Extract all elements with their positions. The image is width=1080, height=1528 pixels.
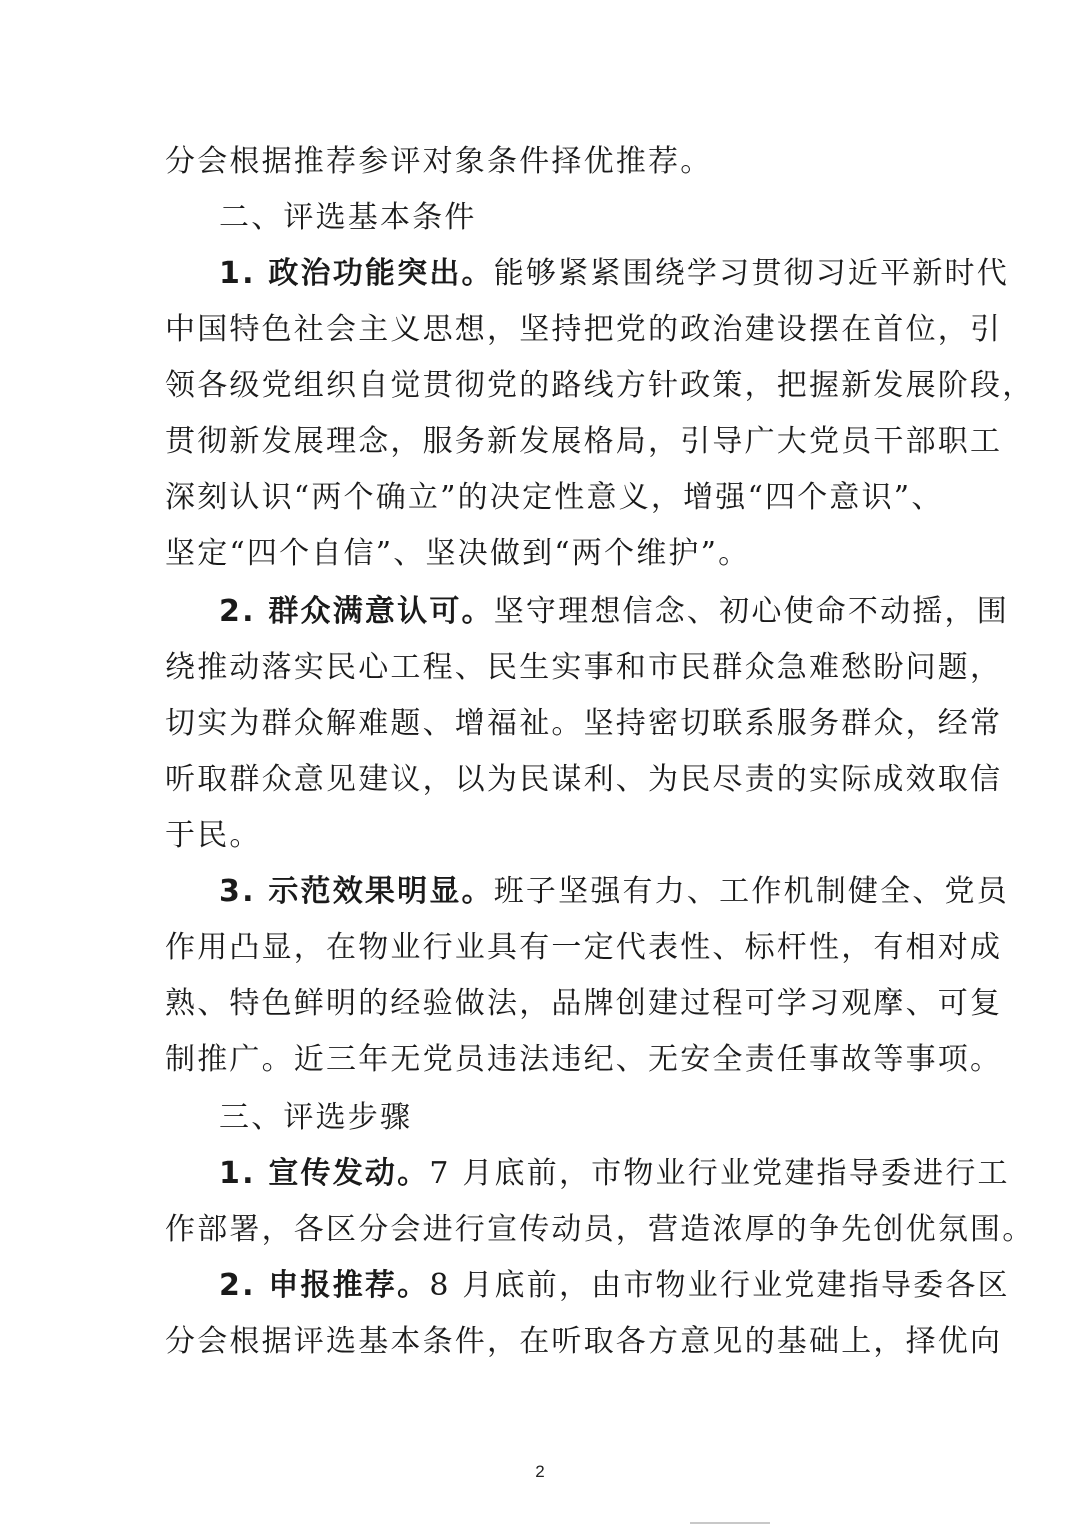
paragraph-line: 作部署，各区分会进行宣传动员，营造浓厚的争先创优氛围。: [165, 1212, 1035, 1247]
item-heading: 1. 宣传发动。: [219, 1156, 430, 1191]
paragraph-line: 中国特色社会主义思想，坚持把党的政治建设摆在首位，引: [165, 312, 1003, 347]
paragraph-line: [219, 592, 1009, 632]
item-text: 班子坚强有力、工作机制健全、党员: [493, 874, 1009, 909]
paragraph-line: 分会根据评选基本条件，在听取各方意见的基础上，择优向: [165, 1324, 1003, 1359]
paragraph-line: 切实为群众解难题、增福祉。坚持密切联系服务群众，经常: [165, 706, 1003, 741]
item-heading: 1. 政治功能突出。: [219, 256, 494, 291]
paragraph-line: [219, 872, 1009, 912]
paragraph-line: 作用凸显，在物业行业具有一定代表性、标杆性，有相对成: [165, 930, 1003, 965]
paragraph-line: [219, 1266, 1010, 1306]
paragraph-line: 熟、特色鲜明的经验做法，品牌创建过程可学习观摩、可复: [165, 986, 1003, 1021]
item-text: 能够紧紧围绕学习贯彻习近平新时代: [493, 256, 1009, 291]
paragraph-line: 坚定“四个自信”、坚决做到“两个维护”。: [165, 536, 751, 571]
paragraph-line: 于民。: [165, 818, 262, 853]
paragraph-line: 贯彻新发展理念，服务新发展格局，引导广大党员干部职工: [165, 424, 1003, 459]
paragraph-line: [219, 254, 1009, 294]
item-text: 8 月底前，由市物业行业党建指导委各区: [429, 1268, 1010, 1303]
item-heading: 2. 申报推荐。: [219, 1268, 430, 1303]
paragraph-line: 制推广。近三年无党员违法违纪、无安全责任事故等事项。: [165, 1042, 1003, 1077]
paragraph-line: 深刻认识“两个确立”的决定性意义，增强“四个意识”、: [165, 480, 944, 515]
paragraph-line: 听取群众意见建议，以为民谋利、为民尽责的实际成效取信: [165, 762, 1003, 797]
item-heading: 3. 示范效果明显。: [219, 874, 494, 909]
paragraph-line: 领各级党组织自觉贯彻党的路线方针政策，把握新发展阶段，: [165, 368, 1035, 403]
section-heading-basic-conditions: 二、评选基本条件: [219, 200, 477, 235]
section-heading-selection-steps: 三、评选步骤: [219, 1100, 413, 1135]
page-number: 2: [535, 1462, 545, 1481]
scan-edge-mark: [690, 1522, 770, 1524]
paragraph-line: 分会根据推荐参评对象条件择优推荐。: [165, 144, 713, 179]
item-heading: 2. 群众满意认可。: [219, 594, 494, 629]
paragraph-line: 绕推动落实民心工程、民生实事和市民群众急难愁盼问题，: [165, 650, 1003, 685]
paragraph-line: [219, 1154, 1010, 1194]
item-text: 坚守理想信念、初心使命不动摇，围: [493, 594, 1009, 629]
item-text: 7 月底前，市物业行业党建指导委进行工: [429, 1156, 1010, 1191]
